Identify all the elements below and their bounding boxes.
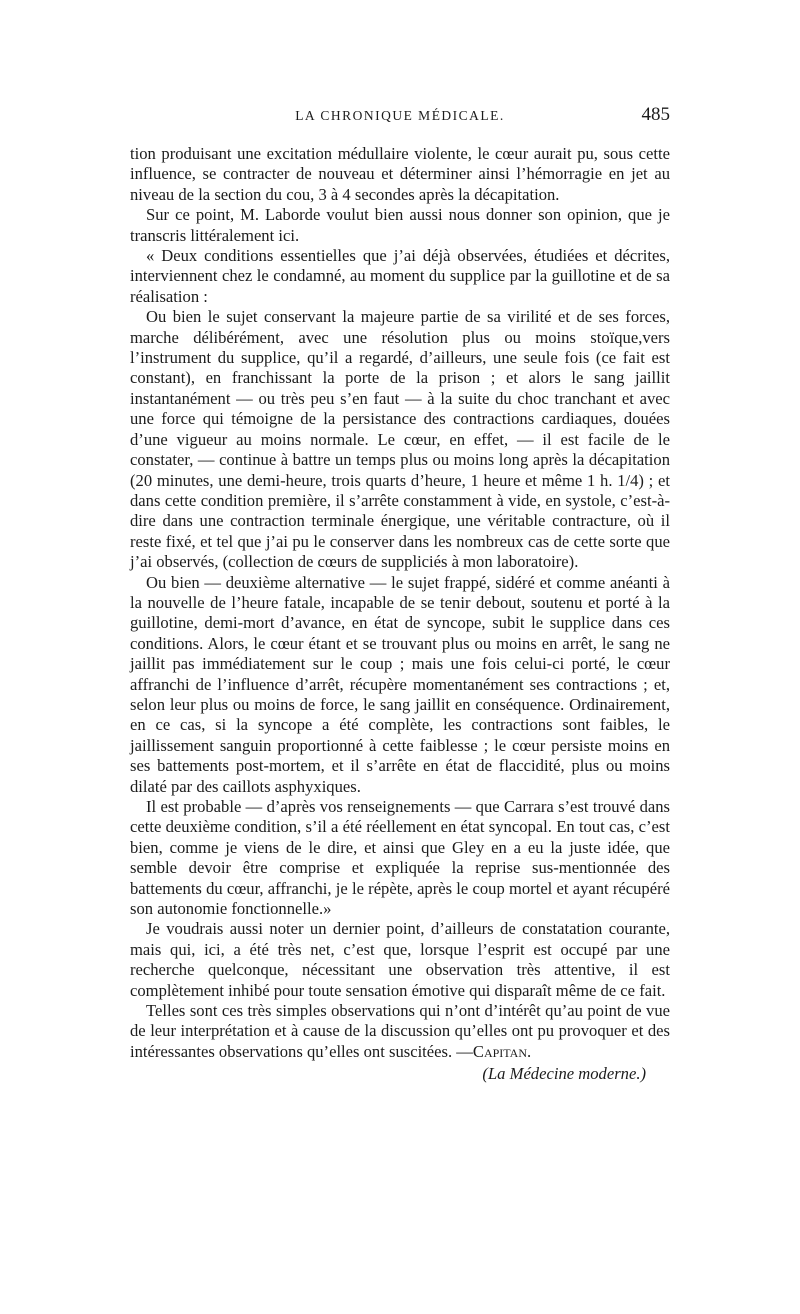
paragraph-8-text: Telles sont ces très simples observations qui n’ont d’intérêt qu’au point de vue de leur interprétation et à cause de la discussion qu’elles ont pu provoquer et des intéressantes observations qu’elles ont suscitées. — [130,1001,670,1061]
source-citation: (La Médecine moderne.) [482,1064,646,1084]
page-number: 485 [641,104,670,125]
paragraph-8 [130,1001,670,1062]
paragraph-5: Ou bien — deuxième alternative — le sujet frappé, sidéré et comme anéanti à la nouvelle de l’heure fatale, incapable de se tenir debout, soutenu et porté à la guillotine, demi-mort d’avance, en état de syncope, subit le supplice dans ces conditions. Alors, le cœur étant et se trouvant plus ou moins en arrêt, le sang ne jaillit pas immédiatement sur le coup ; mais une fois celui-ci porté, le cœur affranchi de l’influence d’arrêt, récupère momentanément ses contractions ; et, selon leur plus ou moins de force, le sang jaillit en conséquence. Ordinairement, en ce cas, si la syncope a été complète, les contractions sont faibles, le jaillissement sanguin proportionné à cette faiblesse ; le cœur persiste moins en ses battements post-mortem, et il s’arrête en état de flaccidité, plus ou moins dilaté par des caillots asphyxiques. [130,572,670,796]
paragraph-4: Ou bien le sujet conservant la majeure partie de sa virilité et de ses forces, marche délibérément, avec une résolution plus ou moins stoïque,vers l’instrument du supplice, qu’il a regardé, d’ailleurs, une seule fois (ce fait est constant), en franchissant la porte de la prison ; et alors le sang jaillit instantanément — ou très peu s’en faut — à la suite du choc tranchant et avec une force qui témoigne de la persistance des contractions cardiaques, douées d’une vigueur au moins normale. Le cœur, en effet, — il est facile de le constater, — continue à battre un temps plus ou moins long après la décapitation (20 minutes, une demi-heure, trois quarts d’heure, 1 heure et même 1 h. 1/4) ; et dans cette condition première, il s’arrête constamment à vide, en systole, c’est-à-dire dans une contraction terminale énergique, une véritable contracture, où il reste fixé, et tel que j’ai pu le conserver dans les nombreux cas de cette sorte que j’ai observés, (collection de cœurs de suppliciés à mon laboratoire). [130,307,670,572]
article-body [130,144,670,1062]
book-page [130,104,670,1085]
paragraph-1: tion produisant une excitation médullaire violente, le cœur aurait pu, sous cette influence, se contracter de nouveau et déterminer ainsi l’hémorragie en jet au niveau de la section du cou, 3 à 4 secondes après la décapitation. [130,144,670,204]
paragraph-3: « Deux conditions essentielles que j’ai déjà observées, étudiées et décrites, interviennent chez le condamné, au moment du supplice par la guillotine et de sa réalisation : [130,246,670,306]
paragraph-6: Il est probable — d’après vos renseignements — que Carrara s’est trouvé dans cette deuxième condition, s’il a été réellement en état syncopal. En tout cas, c’est bien, comme je viens de le dire, et ainsi que Gley en a eu la juste idée, que semble devoir être comprise et expliquée la reprise sus-mentionnée des battements du cœur, affranchi, je le répète, après le coup mortel et ayant récupéré son autonomie fonctionnelle.» [130,797,670,919]
running-header [130,104,670,132]
author-signature: Capitan. [472,1041,532,1061]
running-title: LA CHRONIQUE MÉDICALE. [295,108,505,123]
paragraph-2: Sur ce point, M. Laborde voulut bien aussi nous donner son opinion, que je transcris littéralement ici. [130,205,670,245]
paragraph-7: Je voudrais aussi noter un dernier point, d’ailleurs de constatation courante, mais qui, ici, a été très net, c’est que, lorsque l’esprit est occupé par une recherche quelconque, nécessitant une observation très attentive, il est complètement inhibé pour toute sensation émotive qui disparaît même de ce fait. [130,919,670,1000]
